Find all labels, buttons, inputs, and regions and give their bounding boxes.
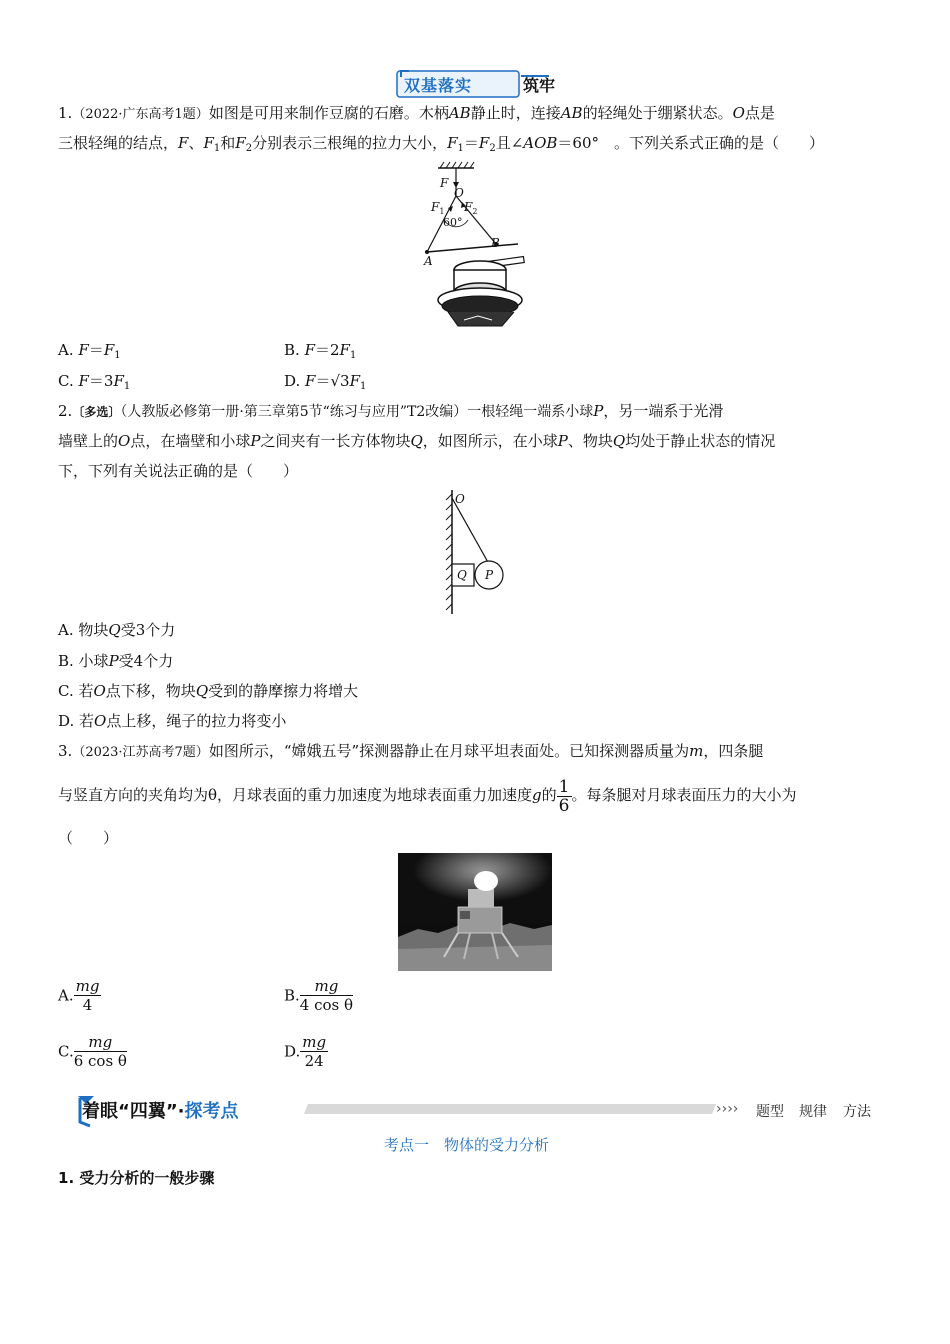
q2-fig-label-P: P [485, 568, 494, 582]
q1-fig-label-F1: $F_1$ [431, 200, 445, 216]
header-title: 双基落实 [404, 76, 473, 95]
q2-line2: 墙壁上的O点，在墙壁和小球P之间夹有一长方体物块Q，如图所示，在小球P、物块Q均处于静止状态的情况 [58, 432, 776, 450]
q3-line3: （ ） [58, 829, 119, 847]
q1-option-a[interactable]: A. $F=F_1$ [58, 341, 121, 361]
q3-option-a[interactable]: A. $\frac{mg}{4}$ [58, 977, 100, 1014]
q2-option-d[interactable]: D. 若O点上移，绳子的拉力将变小 [58, 712, 287, 730]
q1-fig-label-F: F [440, 176, 449, 190]
q2-fig-label-O: O [455, 492, 465, 506]
q1-option-c[interactable]: C. $F=3F_1$ [58, 372, 131, 392]
q2-option-b[interactable]: B. 小球P受4个力 [58, 652, 174, 670]
q1-figure-stone-mill [418, 160, 538, 332]
q1-fig-label-O: O [454, 186, 464, 200]
q1-option-d[interactable]: D. $F=√3F_1$ [284, 372, 367, 392]
header-title-suffix: 筑牢 [523, 76, 556, 95]
section-title: 着眼“四翼”·探考点 [82, 1101, 239, 1122]
q1-line2: 三根轻绳的结点，F、$F_1$和$F_2$分别表示三根绳的拉力大小，$F_1=F_2$且∠AOB＝60° 。下列关系式正确的是（ ） [58, 134, 825, 154]
q1-fig-label-angle: 60° [443, 216, 463, 229]
q3-figure-lander-photo [398, 853, 552, 971]
q3-line1: 3.（2023·江苏高考7题）如图所示，“嫦娥五号”探测器静止在月球平坦表面处。已知探测器质量为m，四条腿 [58, 742, 764, 760]
q3-option-b[interactable]: B. $\frac{mg}{\text{4 cos θ}}$ [284, 977, 354, 1014]
q3-fraction: $\frac{1}{6}$ [558, 776, 570, 816]
q2-option-a[interactable]: A. 物块Q受3个力 [58, 621, 176, 639]
step-heading: 1. 受力分析的一般步骤 [58, 1169, 215, 1187]
q1-fig-label-B: B [491, 236, 500, 250]
q3-option-c[interactable]: C. $\frac{mg}{\text{6 cos θ}}$ [58, 1033, 127, 1070]
q1-line1: 1.（2022·广东高考1题）如图是可用来制作豆腐的石磨。木柄AB静止时，连接AB的轻绳处于绷紧状态。O点是 [58, 104, 775, 122]
section-arrows: ›››› [716, 1101, 739, 1117]
q2-line1: 2.〔多选〕（人教版必修第一册·第三章第5节“练习与应用”T2改编）一根轻绳一端系小球P，另一端系于光滑 [58, 402, 724, 420]
q2-line3: 下，下列有关说法正确的是（ ） [58, 462, 299, 480]
q3-line2: 与竖直方向的夹角均为θ，月球表面的重力加速度为地球表面重力加速度g的 $\frac{1}{6}$ 。每条腿对月球表面压力的大小为 [58, 776, 797, 816]
q3-option-d[interactable]: D. $\frac{mg}{24}$ [284, 1033, 327, 1070]
q1-fig-label-F2: $F_2$ [464, 200, 478, 216]
section-item-fangfa: 方法 [843, 1104, 871, 1120]
section-item-tixing: 题型 [756, 1104, 784, 1120]
kaodian-title: 考点一 物体的受力分析 [384, 1136, 550, 1154]
q2-figure-wall-ball [440, 488, 510, 616]
section-item-guilv: 规律 [799, 1104, 827, 1120]
q1-option-b[interactable]: B. $F=2F_1$ [284, 341, 357, 361]
q2-fig-label-Q: Q [457, 568, 467, 582]
q1-fig-label-A: A [424, 254, 433, 268]
q2-option-c[interactable]: C. 若O点下移，物块Q受到的静摩擦力将增大 [58, 682, 359, 700]
